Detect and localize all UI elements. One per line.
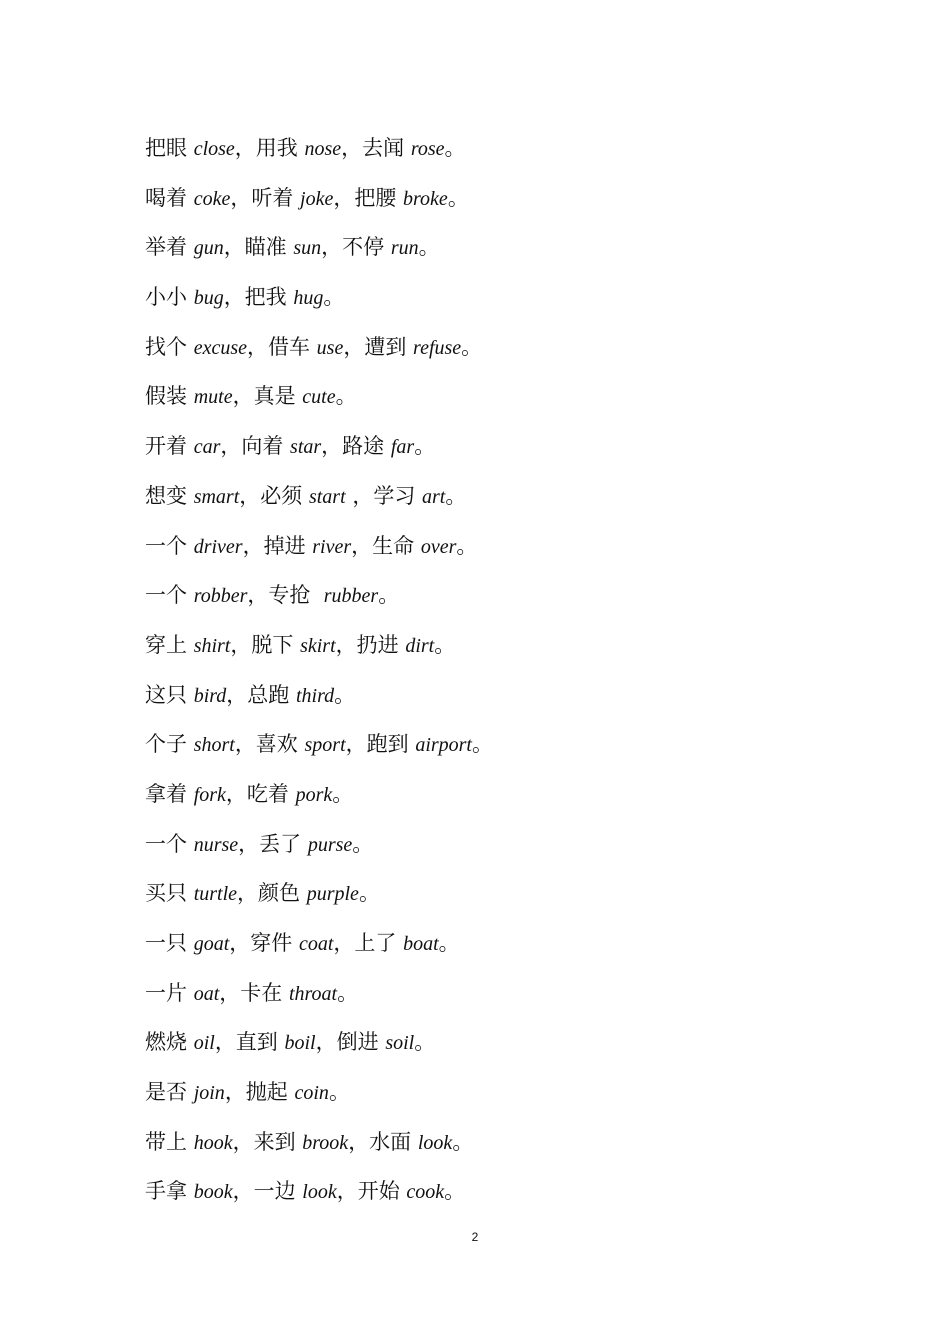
rhyme-line bbox=[145, 227, 865, 277]
rhyme-line bbox=[145, 277, 865, 327]
line-text: 。 bbox=[444, 1179, 466, 1204]
english-word: broke bbox=[403, 187, 448, 210]
line-text: 。 bbox=[337, 980, 359, 1005]
line-text: ，去闻 bbox=[341, 136, 411, 160]
english-word: brook bbox=[302, 1131, 349, 1154]
line-text: ，上了 bbox=[333, 931, 404, 955]
english-word: short bbox=[193, 734, 235, 757]
line-text: ，路途 bbox=[321, 434, 391, 459]
line-text: ，跑到 bbox=[345, 732, 416, 757]
english-word: skirt bbox=[300, 634, 336, 657]
line-text: ，总跑 bbox=[226, 682, 296, 707]
line-text: 。 bbox=[352, 831, 374, 856]
english-word: nose bbox=[304, 138, 342, 160]
line-text: 个子 bbox=[145, 732, 194, 757]
line-text: 。 bbox=[438, 931, 460, 955]
line-text: 假装 bbox=[145, 384, 194, 409]
line-text: 一个 bbox=[145, 533, 194, 558]
line-text: 。 bbox=[456, 533, 478, 558]
line-text: ，开始 bbox=[336, 1179, 407, 1204]
line-text: 举着 bbox=[145, 235, 194, 260]
english-word: rubber bbox=[323, 585, 379, 608]
rhyme-line bbox=[145, 1072, 865, 1122]
rhyme-line bbox=[145, 526, 865, 576]
english-word: coin bbox=[294, 1082, 329, 1105]
english-word: robber bbox=[193, 585, 248, 608]
rhyme-line bbox=[145, 675, 865, 725]
rhyme-line bbox=[145, 575, 865, 625]
line-text: 。 bbox=[332, 781, 354, 806]
line-text: ，真是 bbox=[232, 384, 303, 409]
line-text: ，向着 bbox=[220, 434, 291, 459]
english-word: purse bbox=[307, 833, 353, 856]
line-text: ，专抢 bbox=[247, 583, 324, 608]
english-word: art bbox=[422, 485, 446, 508]
english-word: car bbox=[193, 436, 221, 459]
line-text: 这只 bbox=[145, 682, 194, 707]
line-text: 。 bbox=[378, 583, 400, 608]
english-word: river bbox=[312, 535, 352, 558]
english-word: hook bbox=[193, 1131, 233, 1154]
line-text: 。 bbox=[444, 136, 466, 160]
line-text: 一个 bbox=[145, 583, 194, 608]
english-word: start bbox=[308, 485, 346, 508]
line-text: 一片 bbox=[145, 980, 194, 1005]
line-text: 买只 bbox=[145, 881, 194, 906]
english-word: mute bbox=[193, 386, 233, 409]
english-word: cook bbox=[406, 1181, 445, 1204]
english-word: star bbox=[290, 436, 322, 459]
english-word: sport bbox=[304, 734, 346, 757]
line-text: 。 bbox=[414, 434, 436, 459]
english-word: bird bbox=[193, 684, 227, 707]
english-word: use bbox=[316, 336, 344, 359]
line-text: 。 bbox=[461, 334, 483, 359]
page-number: 2 bbox=[471, 1230, 479, 1244]
line-text: 带上 bbox=[145, 1129, 194, 1154]
line-text: ，瞄准 bbox=[223, 235, 294, 260]
english-word: oil bbox=[193, 1032, 215, 1055]
rhyme-line bbox=[145, 376, 865, 426]
rhyme-line bbox=[145, 128, 865, 178]
english-word: fork bbox=[193, 783, 226, 806]
line-text: ，喜欢 bbox=[234, 732, 305, 757]
english-word: join bbox=[193, 1082, 225, 1105]
english-word: throat bbox=[288, 982, 338, 1005]
rhyme-line bbox=[145, 724, 865, 774]
english-word: soil bbox=[385, 1032, 415, 1055]
line-text: 。 bbox=[328, 1080, 350, 1105]
line-text: ，颜色 bbox=[237, 881, 307, 906]
line-text: 。 bbox=[418, 235, 440, 260]
line-text: ，必须 bbox=[239, 483, 309, 508]
english-word: excuse bbox=[193, 336, 247, 359]
line-text: 是否 bbox=[145, 1080, 194, 1105]
line-text: ，学习 bbox=[345, 483, 422, 508]
rhyme-line bbox=[145, 426, 865, 476]
line-text: ，穿件 bbox=[229, 931, 299, 955]
rhyme-line bbox=[145, 873, 865, 923]
line-text: ，生命 bbox=[351, 533, 421, 558]
rhyme-line bbox=[145, 824, 865, 874]
line-text: ，丢了 bbox=[238, 831, 308, 856]
english-word: goat bbox=[193, 933, 230, 955]
line-text: ，把我 bbox=[223, 285, 294, 310]
line-text: ，脱下 bbox=[230, 632, 301, 657]
english-word: third bbox=[295, 684, 335, 707]
line-text: 。 bbox=[323, 285, 345, 310]
english-word: boat bbox=[403, 933, 439, 955]
rhyme-lines bbox=[145, 128, 865, 1221]
rhyme-line bbox=[145, 923, 865, 973]
english-word: hug bbox=[293, 287, 324, 310]
line-text: ，扔进 bbox=[335, 632, 406, 657]
english-word: bug bbox=[193, 287, 224, 310]
line-text: ，水面 bbox=[348, 1129, 418, 1154]
rhyme-line bbox=[145, 774, 865, 824]
line-text: 燃烧 bbox=[145, 1030, 194, 1055]
english-word: coke bbox=[193, 187, 231, 210]
line-text: ，遭到 bbox=[343, 334, 414, 359]
line-text: ，借车 bbox=[246, 334, 317, 359]
english-word: gun bbox=[193, 237, 224, 260]
english-word: look bbox=[302, 1181, 337, 1204]
english-word: driver bbox=[193, 535, 243, 558]
line-text: ，不停 bbox=[321, 235, 391, 260]
rhyme-line bbox=[145, 327, 865, 377]
line-text: 手拿 bbox=[145, 1179, 194, 1204]
line-text: 。 bbox=[414, 1030, 436, 1055]
line-text: 拿着 bbox=[145, 781, 194, 806]
english-word: airport bbox=[415, 734, 472, 757]
english-word: refuse bbox=[413, 336, 462, 359]
line-text: ，用我 bbox=[234, 136, 305, 160]
line-text: 喝着 bbox=[145, 185, 194, 210]
line-text: ，吃着 bbox=[225, 781, 296, 806]
english-word: cute bbox=[302, 386, 336, 409]
english-word: book bbox=[193, 1181, 233, 1204]
line-text: 。 bbox=[472, 732, 493, 757]
rhyme-line bbox=[145, 973, 865, 1023]
line-text: 一只 bbox=[145, 931, 194, 955]
english-word: sun bbox=[293, 237, 322, 260]
line-text: 。 bbox=[335, 384, 357, 409]
rhyme-line bbox=[145, 1122, 865, 1172]
english-word: over bbox=[420, 535, 457, 558]
english-word: run bbox=[390, 237, 419, 260]
line-text: 小小 bbox=[145, 285, 194, 310]
line-text: ，一边 bbox=[232, 1179, 303, 1204]
line-text: 。 bbox=[334, 682, 356, 707]
line-text: 找个 bbox=[145, 334, 194, 359]
line-text: 开着 bbox=[145, 434, 194, 459]
line-text: 。 bbox=[445, 483, 467, 508]
rhyme-line bbox=[145, 1171, 865, 1221]
english-word: shirt bbox=[193, 634, 231, 657]
english-word: pork bbox=[295, 783, 333, 806]
line-text: ，把腰 bbox=[333, 185, 404, 210]
english-word: joke bbox=[300, 187, 334, 210]
english-word: purple bbox=[306, 883, 359, 906]
line-text: 把眼 bbox=[145, 136, 194, 160]
english-word: boil bbox=[284, 1032, 316, 1055]
english-word: smart bbox=[193, 485, 240, 508]
line-text: 。 bbox=[358, 881, 380, 906]
english-word: look bbox=[417, 1131, 453, 1154]
line-text: ，倒进 bbox=[315, 1030, 386, 1055]
line-text: ，听着 bbox=[230, 185, 301, 210]
line-text: 一个 bbox=[145, 831, 194, 856]
line-text: 想变 bbox=[145, 483, 194, 508]
english-word: turtle bbox=[193, 883, 238, 906]
rhyme-line bbox=[145, 1022, 865, 1072]
line-text: ，卡在 bbox=[219, 980, 289, 1005]
line-text: ，抛起 bbox=[224, 1080, 295, 1105]
line-text: 。 bbox=[434, 632, 456, 657]
line-text: ，直到 bbox=[214, 1030, 285, 1055]
line-text: ，来到 bbox=[232, 1129, 303, 1154]
english-word: oat bbox=[193, 982, 220, 1005]
rhyme-line bbox=[145, 178, 865, 228]
english-word: rose bbox=[410, 138, 445, 160]
line-text: 。 bbox=[452, 1129, 474, 1154]
english-word: dirt bbox=[405, 634, 435, 657]
english-word: coat bbox=[298, 933, 334, 955]
english-word: nurse bbox=[193, 833, 239, 856]
rhyme-line bbox=[145, 476, 865, 526]
english-word: close bbox=[193, 138, 235, 160]
line-text: ，掉进 bbox=[242, 533, 313, 558]
rhyme-line bbox=[145, 625, 865, 675]
line-text: 。 bbox=[447, 185, 469, 210]
line-text: 穿上 bbox=[145, 632, 194, 657]
english-word: far bbox=[390, 436, 415, 459]
